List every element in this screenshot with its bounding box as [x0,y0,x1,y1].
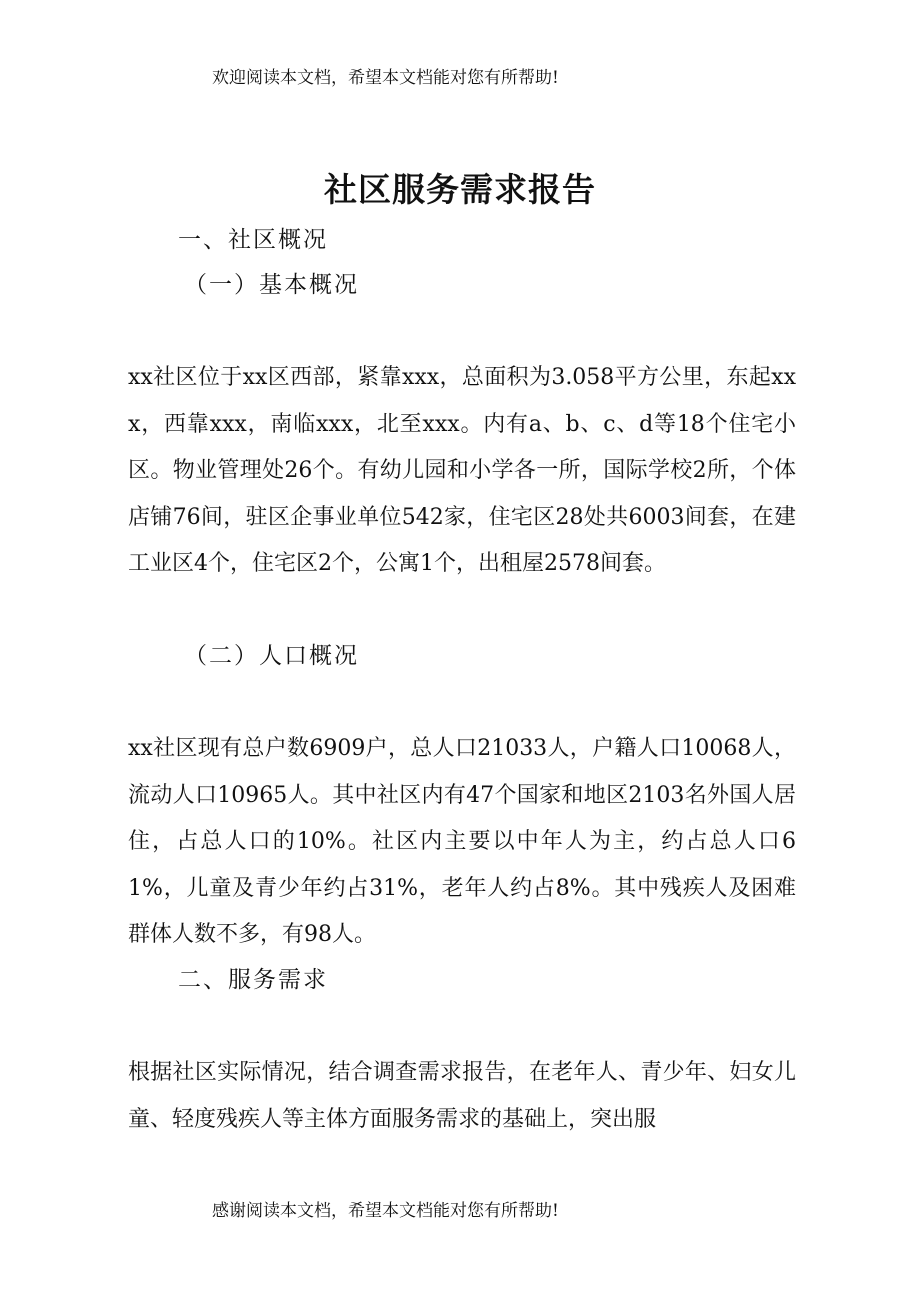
population-overview-paragraph: xx社区现有总户数6909户，总人口21033人，户籍人口10068人，流动人口10965人。其中社区内有47个国家和地区2103名外国人居住，占总人口的10%。社区内主要以中年人为主，约占总人口61%，儿童及青少年约占31%，老年人约占8%。其中残疾人及困难群体人数不多，有98人。 [128,736,796,947]
basic-overview-paragraph: xx社区位于xx区西部，紧靠xxx，总面积为3.058平方公里，东起xxx，西靠xxx，南临xxx，北至xxx。内有a、b、c、d等18个住宅小区。物业管理处26个。有幼儿园和小学各一所，国际学校2所，个体店铺76间，驻区企事业单位542家，住宅区28处共6003间套，在建工业区4个，住宅区2个，公寓1个，出租屋2578间套。 [128,365,796,576]
section-1-sub-1-heading: （一）基本概况 [184,272,359,298]
footer-note: 感谢阅读本文档，希望本文档能对您有所帮助! [212,1201,559,1221]
section-1-heading: 一、社区概况 [178,227,328,253]
section-2-heading: 二、服务需求 [178,967,328,993]
document-title: 社区服务需求报告 [324,170,596,209]
header-note: 欢迎阅读本文档，希望本文档能对您有所帮助! [212,68,559,88]
service-needs-paragraph: 根据社区实际情况，结合调查需求报告，在老年人、青少年、妇女儿童、轻度残疾人等主体方面服务需求的基础上，突出服 [128,1060,796,1132]
section-1-sub-2-heading: （二）人口概况 [184,643,359,669]
